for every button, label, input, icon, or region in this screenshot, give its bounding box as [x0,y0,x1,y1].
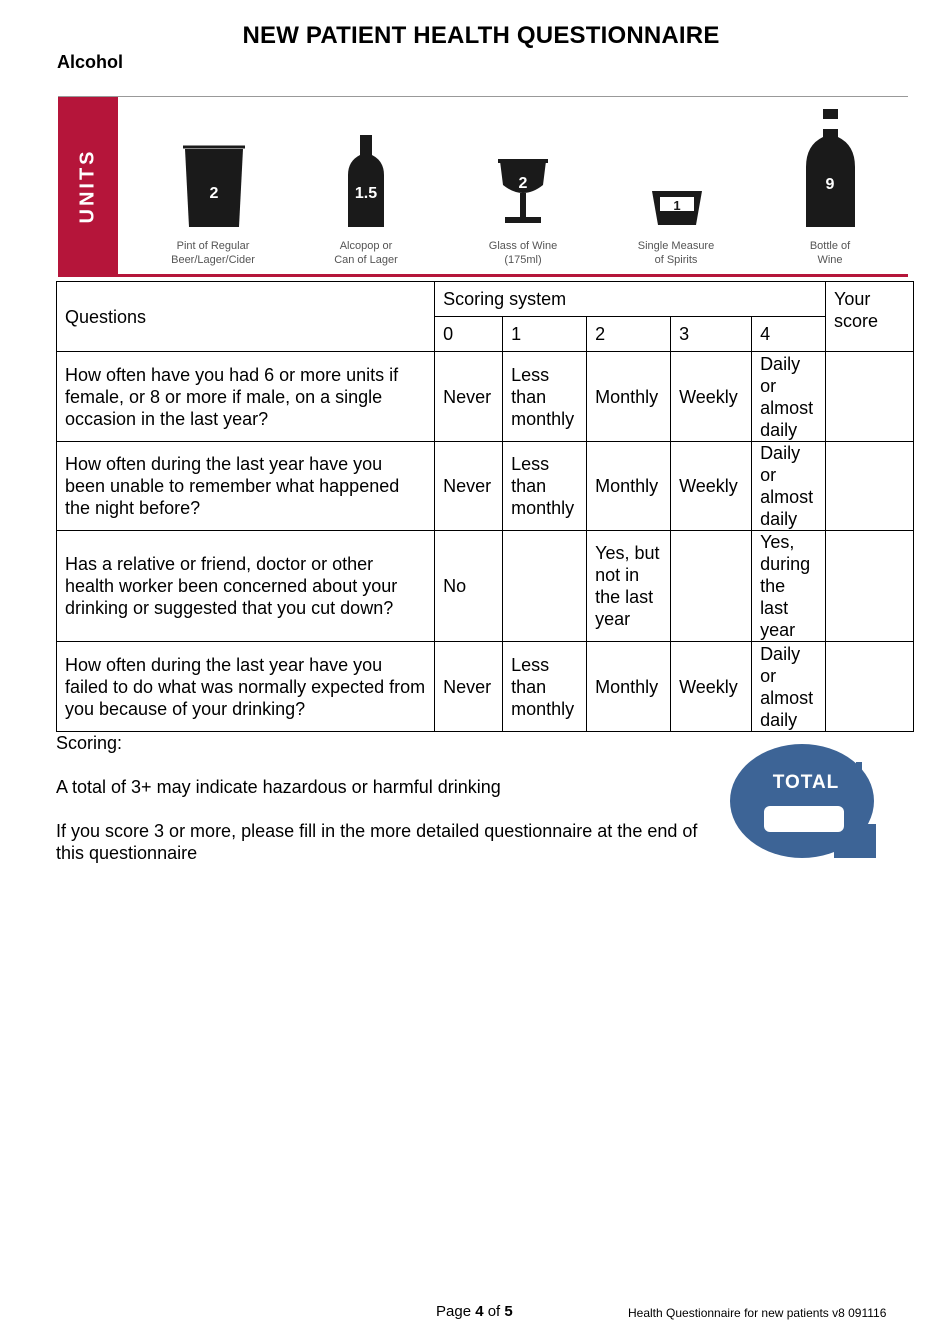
unit-label: Bottle of Wine [809,240,851,266]
your-score-header: Your score [826,282,914,352]
answer-4[interactable]: Daily or almost daily [752,352,826,442]
score-field[interactable] [826,352,914,442]
answer-1[interactable]: Less than monthly [503,642,587,732]
alcopop-bottle-icon [296,97,436,237]
table-row [57,531,914,642]
table-row [57,442,914,531]
scoring-line-2: If you score 3 or more, please fill in the more detailed questionnaire at the end of this questionnaire [56,821,698,863]
answer-3[interactable]: Weekly [671,442,752,531]
score-field[interactable] [826,531,914,642]
answer-1[interactable]: Less than monthly [503,442,587,531]
unit-label: Alcopop or Can of Lager [334,240,398,266]
page-title: NEW PATIENT HEALTH QUESTIONNAIRE [242,22,720,49]
points-0: 0 [435,317,503,352]
scoring-notes [56,732,726,886]
table-header-row [57,282,914,317]
answer-3[interactable]: Weekly [671,642,752,732]
answer-2[interactable]: Monthly [587,442,671,531]
points-1: 1 [503,317,587,352]
unit-item-wine-glass [453,97,593,274]
total-label: TOTAL [772,772,840,793]
units-banner [58,96,908,277]
units-side-bar [58,97,118,274]
answer-1[interactable] [503,531,587,642]
section-heading: Alcohol [57,52,123,72]
score-field[interactable] [826,642,914,732]
pint-glass-icon [143,97,283,237]
question-text: Has a relative or friend, doctor or other health worker been concerned about your drinking or suggested that you cut down? [57,531,435,642]
spirit-measure-icon [606,97,746,237]
total-input[interactable] [764,806,844,832]
answer-3[interactable] [671,531,752,642]
questions-header: Questions [57,282,435,352]
unit-value: 1 [673,198,681,213]
answer-2[interactable]: Yes, but not in the last year [587,531,671,642]
points-3: 3 [671,317,752,352]
question-text: How often during the last year have you been unable to remember what happened the night before? [57,442,435,531]
answer-0[interactable]: Never [435,442,503,531]
scoring-system-header: Scoring system [435,282,826,317]
answer-2[interactable]: Monthly [587,642,671,732]
unit-item-spirit [606,97,746,274]
unit-label: Pint of Regular Beer/Lager/Cider [171,240,255,266]
unit-label: Glass of Wine (175ml) [488,240,558,266]
question-text: How often during the last year have you failed to do what was normally expected from you because of your drinking? [57,642,435,732]
wine-bottle-icon [760,97,900,237]
units-label: UNITS [76,148,99,223]
document-id: Health Questionnaire for new patients v8 091116 [628,1306,887,1320]
page-number: Page 4 of 5 [436,1303,513,1320]
table-row [57,642,914,732]
unit-label: Single Measure of Spirits [637,240,715,266]
points-4: 4 [752,317,826,352]
table-row [57,352,914,442]
answer-1[interactable]: Less than monthly [503,352,587,442]
score-field[interactable] [826,442,914,531]
answer-4[interactable]: Yes, during the last year [752,531,826,642]
answer-4[interactable]: Daily or almost daily [752,642,826,732]
question-text: How often have you had 6 or more units if female, or 8 or more if male, on a single occasion in the last year? [57,352,435,442]
answer-3[interactable]: Weekly [671,352,752,442]
unit-item-alcopop [296,97,436,274]
unit-value: 2 [209,185,219,202]
points-2: 2 [587,317,671,352]
scoring-heading: Scoring: [56,733,123,753]
unit-value: 2 [518,175,528,192]
unit-value: 1.5 [354,185,378,202]
wine-glass-icon [453,97,593,237]
answer-0[interactable]: Never [435,642,503,732]
total-score-badge [730,744,876,860]
answer-4[interactable]: Daily or almost daily [752,442,826,531]
scoring-line-1: A total of 3+ may indicate hazardous or harmful drinking [56,777,501,797]
answer-0[interactable]: Never [435,352,503,442]
unit-value: 9 [825,176,835,193]
unit-item-pint [143,97,283,274]
answer-0[interactable]: No [435,531,503,642]
alcohol-questions-table [56,281,914,732]
answer-2[interactable]: Monthly [587,352,671,442]
unit-item-wine-bottle [760,97,900,274]
total-speech-bubble-icon [730,744,876,860]
